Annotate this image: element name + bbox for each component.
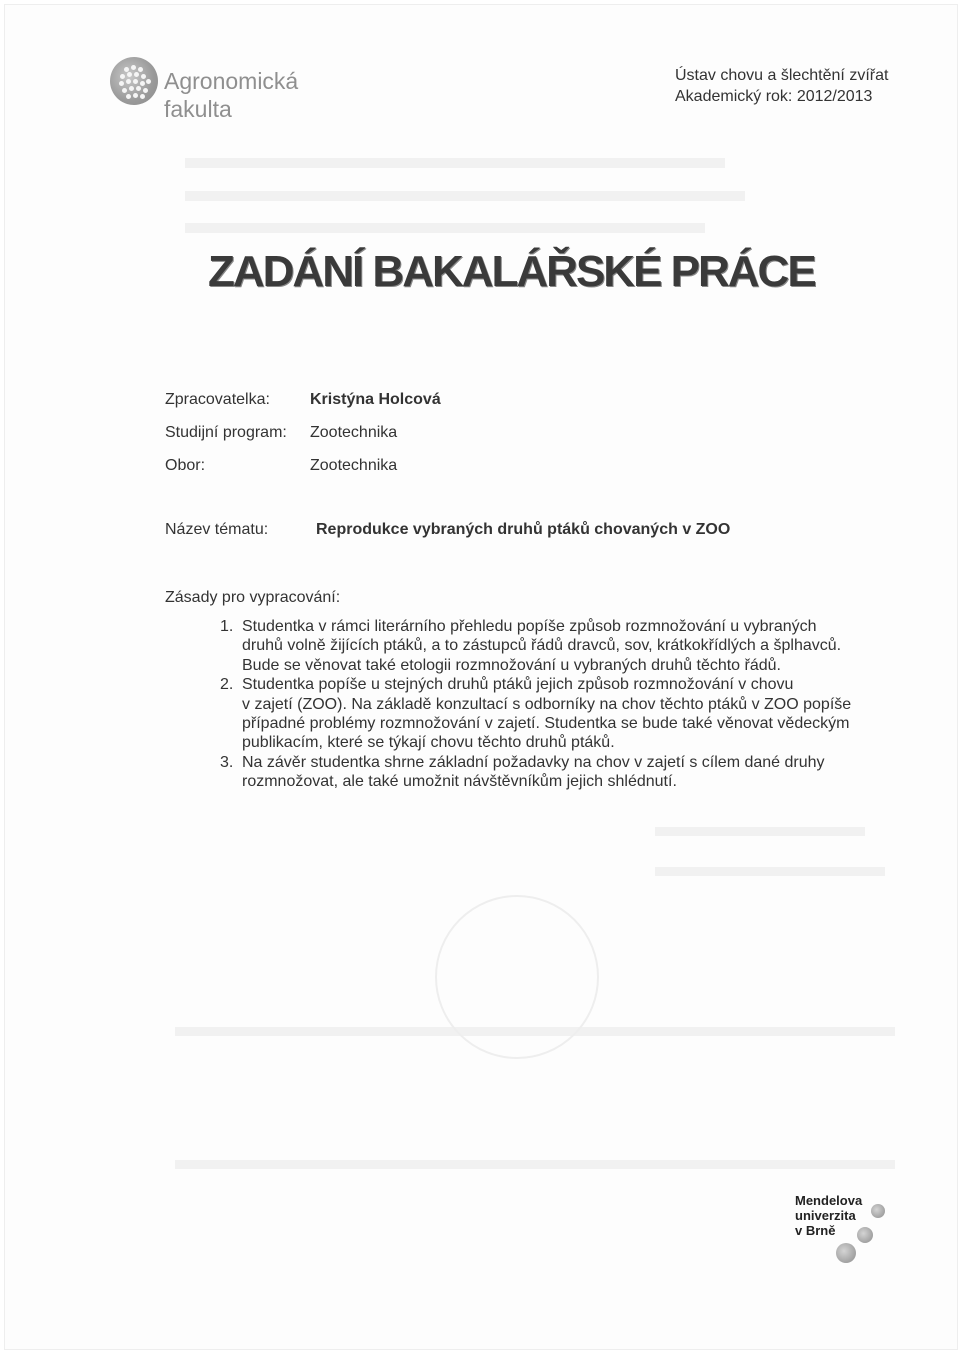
university-name-line3: v Brně bbox=[795, 1223, 836, 1238]
field-of-study-label: Obor: bbox=[165, 457, 206, 474]
logo-dot bbox=[119, 81, 124, 86]
guideline-line: Na závěr studentka shrne základní požadavky na chov v zajetí s cílem dané druhy bbox=[242, 753, 825, 771]
guideline-number: 3. bbox=[220, 753, 234, 771]
guideline-number: 2. bbox=[220, 676, 234, 694]
topic-value: Reprodukce vybraných druhů ptáků chovaných v ZOO bbox=[316, 521, 731, 538]
faculty-logo-icon bbox=[110, 57, 158, 105]
guideline-line: publikacím, které se týkají chovu těchto druhů ptáků. bbox=[242, 734, 615, 752]
logo-dot bbox=[133, 79, 138, 84]
faculty-name-line1: Agronomická bbox=[164, 68, 299, 94]
logo-dot bbox=[122, 88, 127, 93]
bleed-through-line bbox=[185, 223, 705, 233]
university-logo-icon bbox=[857, 1227, 873, 1243]
guideline-line: v zajetí (ZOO). Na základě konzultací s odborníky na chov těchto ptáků v ZOO popíše bbox=[242, 695, 852, 713]
study-program-label: Studijní program: bbox=[165, 424, 287, 441]
academic-year: Akademický rok: 2012/2013 bbox=[675, 88, 873, 105]
author-value: Kristýna Holcová bbox=[310, 391, 441, 408]
bleed-through-stamp bbox=[435, 895, 599, 1059]
university-name-line1: Mendelova bbox=[795, 1193, 863, 1208]
guidelines-label: Zásady pro vypracování: bbox=[165, 589, 341, 606]
guideline-item bbox=[220, 617, 860, 675]
logo-dot bbox=[141, 74, 146, 79]
guideline-number: 1. bbox=[220, 618, 234, 635]
logo-dot bbox=[129, 86, 134, 91]
guideline-line: Studentka v rámci literárního přehledu popíše způsob rozmnožování u vybraných bbox=[242, 618, 817, 635]
bleed-through-line bbox=[175, 1160, 895, 1169]
logo-dot bbox=[138, 67, 143, 72]
guideline-item bbox=[220, 753, 860, 792]
guideline-line: případné problémy rozmnožování v zajetí. Studentka se bude také věnovat vědeckým bbox=[242, 715, 850, 733]
logo-dot bbox=[140, 81, 145, 86]
logo-dot bbox=[133, 93, 138, 98]
guideline-line: Studentka popíše u stejných druhů ptáků jejich způsob rozmnožování v chovu bbox=[242, 676, 794, 694]
university-logo-icon bbox=[871, 1204, 885, 1218]
logo-dot bbox=[134, 72, 139, 77]
logo-dot bbox=[146, 79, 151, 84]
logo-dot bbox=[143, 88, 148, 93]
bleed-through-line bbox=[185, 191, 745, 201]
logo-dot bbox=[140, 94, 145, 99]
institute-name: Ústav chovu a šlechtění zvířat bbox=[675, 67, 889, 84]
author-label: Zpracovatelka: bbox=[165, 391, 270, 408]
assignment-page bbox=[4, 4, 958, 1350]
guideline-line: rozmnožovat, ale také umožnit návštěvníkům jejich shlédnutí. bbox=[242, 773, 677, 791]
guideline-line: druhů volně žijících ptáků, a to zástupců řádů dravců, sov, krátkokřídlých a šplhavců. bbox=[242, 637, 842, 655]
study-program-value: Zootechnika bbox=[310, 424, 398, 441]
faculty-name bbox=[164, 67, 298, 123]
guideline-line: Bude se věnovat také etologii rozmnožování u vybraných druhů těchto řádů. bbox=[242, 656, 781, 674]
bleed-through-line bbox=[185, 158, 725, 168]
header-institute-block bbox=[675, 65, 888, 107]
logo-dot bbox=[136, 86, 141, 91]
guideline-item bbox=[220, 675, 860, 753]
bleed-through-line bbox=[655, 867, 885, 876]
logo-dot bbox=[131, 65, 136, 70]
logo-dot bbox=[126, 94, 131, 99]
university-logo-icon bbox=[836, 1243, 856, 1263]
bleed-through-line bbox=[655, 827, 865, 836]
university-name-line2: univerzita bbox=[795, 1208, 856, 1223]
university-logo bbox=[795, 1193, 862, 1238]
guidelines-list bbox=[220, 617, 860, 792]
faculty-name-line2: fakulta bbox=[164, 96, 232, 122]
logo-dot bbox=[126, 79, 131, 84]
logo-dot bbox=[120, 74, 125, 79]
logo-dot bbox=[127, 72, 132, 77]
topic-label: Název tématu: bbox=[165, 521, 269, 538]
field-of-study-value: Zootechnika bbox=[310, 457, 398, 474]
document-title: ZADÁNÍ BAKALÁŘSKÉ PRÁCE bbox=[208, 247, 815, 296]
